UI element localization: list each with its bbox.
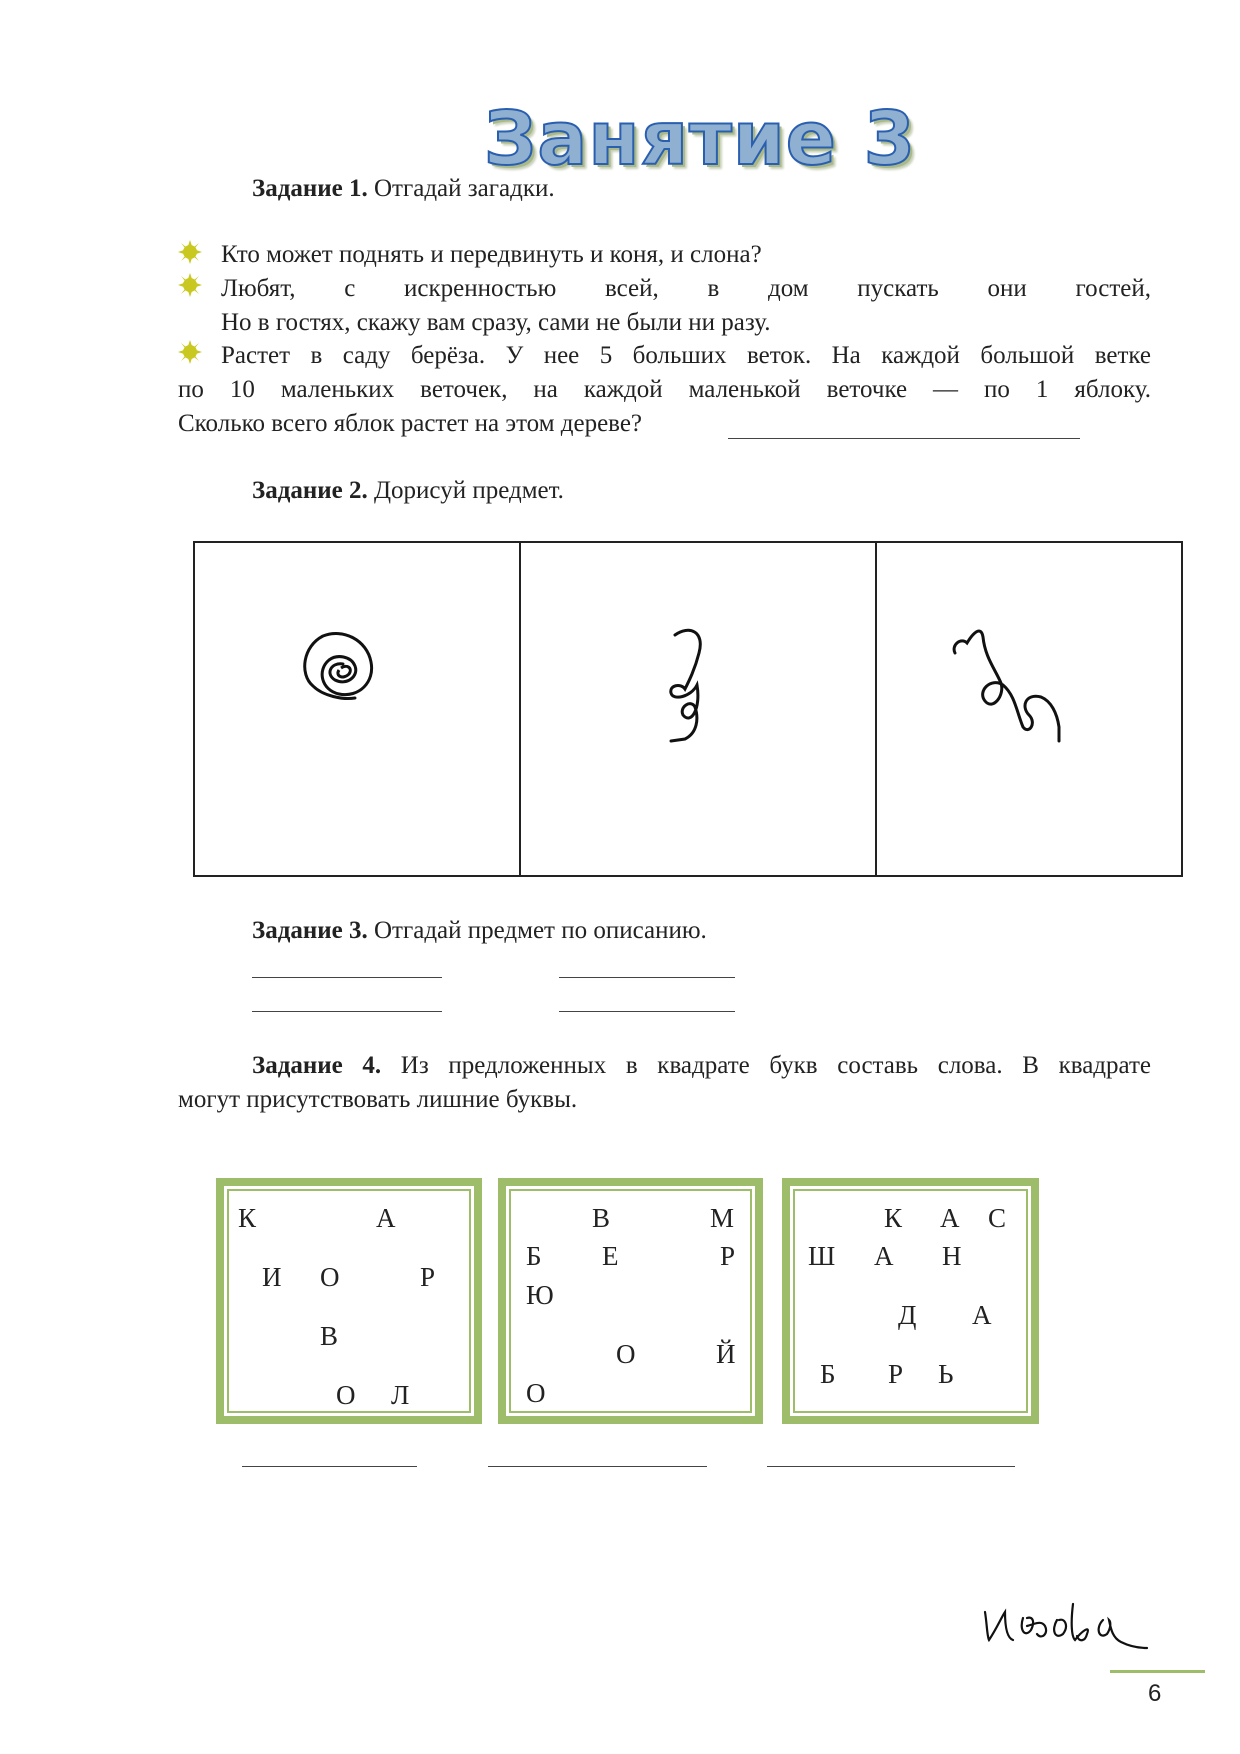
letter: О	[336, 1380, 356, 1410]
answer-line[interactable]	[242, 1466, 417, 1467]
letter-square-1	[216, 1178, 482, 1424]
letter: Д	[898, 1300, 917, 1330]
task-4-text: Из предложенных в квадрате букв составь слова. В квадрате	[381, 1052, 1151, 1079]
answer-line[interactable]	[728, 438, 1080, 439]
answer-line[interactable]	[488, 1466, 707, 1467]
letter: О	[616, 1339, 636, 1369]
letter: Ю	[526, 1280, 554, 1310]
spiral-sketch-icon	[295, 618, 405, 728]
signature	[975, 1590, 1155, 1665]
drawing-cell-1[interactable]	[195, 543, 521, 875]
letter: Ш	[808, 1241, 836, 1271]
letter: Р	[420, 1262, 436, 1292]
riddle-3-line-1: Растет в саду берёза. У нее 5 больших веток. На каждой большой ветке	[221, 342, 1151, 369]
drawing-grid	[193, 541, 1183, 877]
drawing-cell-2[interactable]	[521, 543, 877, 875]
riddle-2-line-2: Но в гостях, скажу вам сразу, сами не были ни разу.	[221, 309, 771, 336]
page-title: Занятие 3	[483, 96, 917, 182]
letter: Н	[942, 1241, 962, 1271]
sun-bullet-icon	[178, 273, 202, 297]
squiggle-sketch-icon	[661, 623, 741, 773]
letter-square-3	[782, 1178, 1039, 1424]
page-number: 6	[1148, 1680, 1162, 1707]
sun-bullet-icon	[178, 340, 202, 364]
answer-line[interactable]	[767, 1466, 1015, 1467]
letter: Б	[820, 1359, 836, 1389]
letter: Й	[716, 1339, 736, 1369]
letter: Е	[602, 1241, 619, 1271]
letter: М	[710, 1203, 735, 1233]
task-3-text: Отгадай предмет по описанию.	[367, 917, 707, 944]
letter: К	[238, 1203, 257, 1233]
answer-line[interactable]	[252, 1011, 442, 1012]
letter: А	[874, 1241, 894, 1271]
letter-square-2	[498, 1178, 763, 1424]
letter: И	[262, 1262, 282, 1292]
loops-sketch-icon	[947, 623, 1087, 763]
letter: Р	[720, 1241, 736, 1271]
task-1-text: Отгадай загадки.	[367, 175, 555, 202]
riddle-3-line-3: Сколько всего яблок растет на этом дереве?	[178, 410, 643, 437]
letter: А	[940, 1203, 960, 1233]
answer-line[interactable]	[559, 1011, 735, 1012]
task-3-heading	[252, 914, 707, 948]
task-1-heading	[252, 172, 555, 206]
letter: А	[972, 1300, 992, 1330]
letter: О	[320, 1262, 340, 1292]
task-3-label: Задание 3.	[252, 917, 368, 944]
answer-line[interactable]	[559, 977, 735, 978]
task-2-label: Задание 2.	[252, 477, 368, 504]
letter: К	[884, 1203, 903, 1233]
page-number-rule	[1110, 1670, 1205, 1673]
letter: Л	[391, 1380, 410, 1410]
letter: Р	[888, 1359, 904, 1389]
task-4-text-line-2: могут присутствовать лишние буквы.	[178, 1086, 578, 1113]
task-1-label: Задание 1.	[252, 175, 368, 202]
task-2-heading	[252, 474, 564, 508]
riddle-2-line-1: Любят, с искренностью всей, в дом пускать они гостей,	[221, 275, 1151, 302]
riddle-3-line-2: по 10 маленьких веточек, на каждой маленькой веточке — по 1 яблоку.	[178, 376, 1151, 403]
letter: В	[320, 1321, 339, 1351]
task-4-label: Задание 4.	[252, 1052, 382, 1079]
letter: О	[526, 1378, 546, 1408]
sun-bullet-icon	[178, 240, 202, 264]
letter: С	[988, 1203, 1007, 1233]
letter: Ь	[938, 1359, 954, 1389]
letter: В	[592, 1203, 611, 1233]
letter: Б	[526, 1241, 542, 1271]
letter: А	[376, 1203, 396, 1233]
drawing-cell-3[interactable]	[877, 543, 1185, 875]
answer-line[interactable]	[252, 977, 442, 978]
task-2-text: Дорисуй предмет.	[367, 477, 564, 504]
riddle-1: Кто может поднять и передвинуть и коня, и слона?	[221, 241, 762, 268]
task-4-heading	[252, 1049, 1151, 1083]
